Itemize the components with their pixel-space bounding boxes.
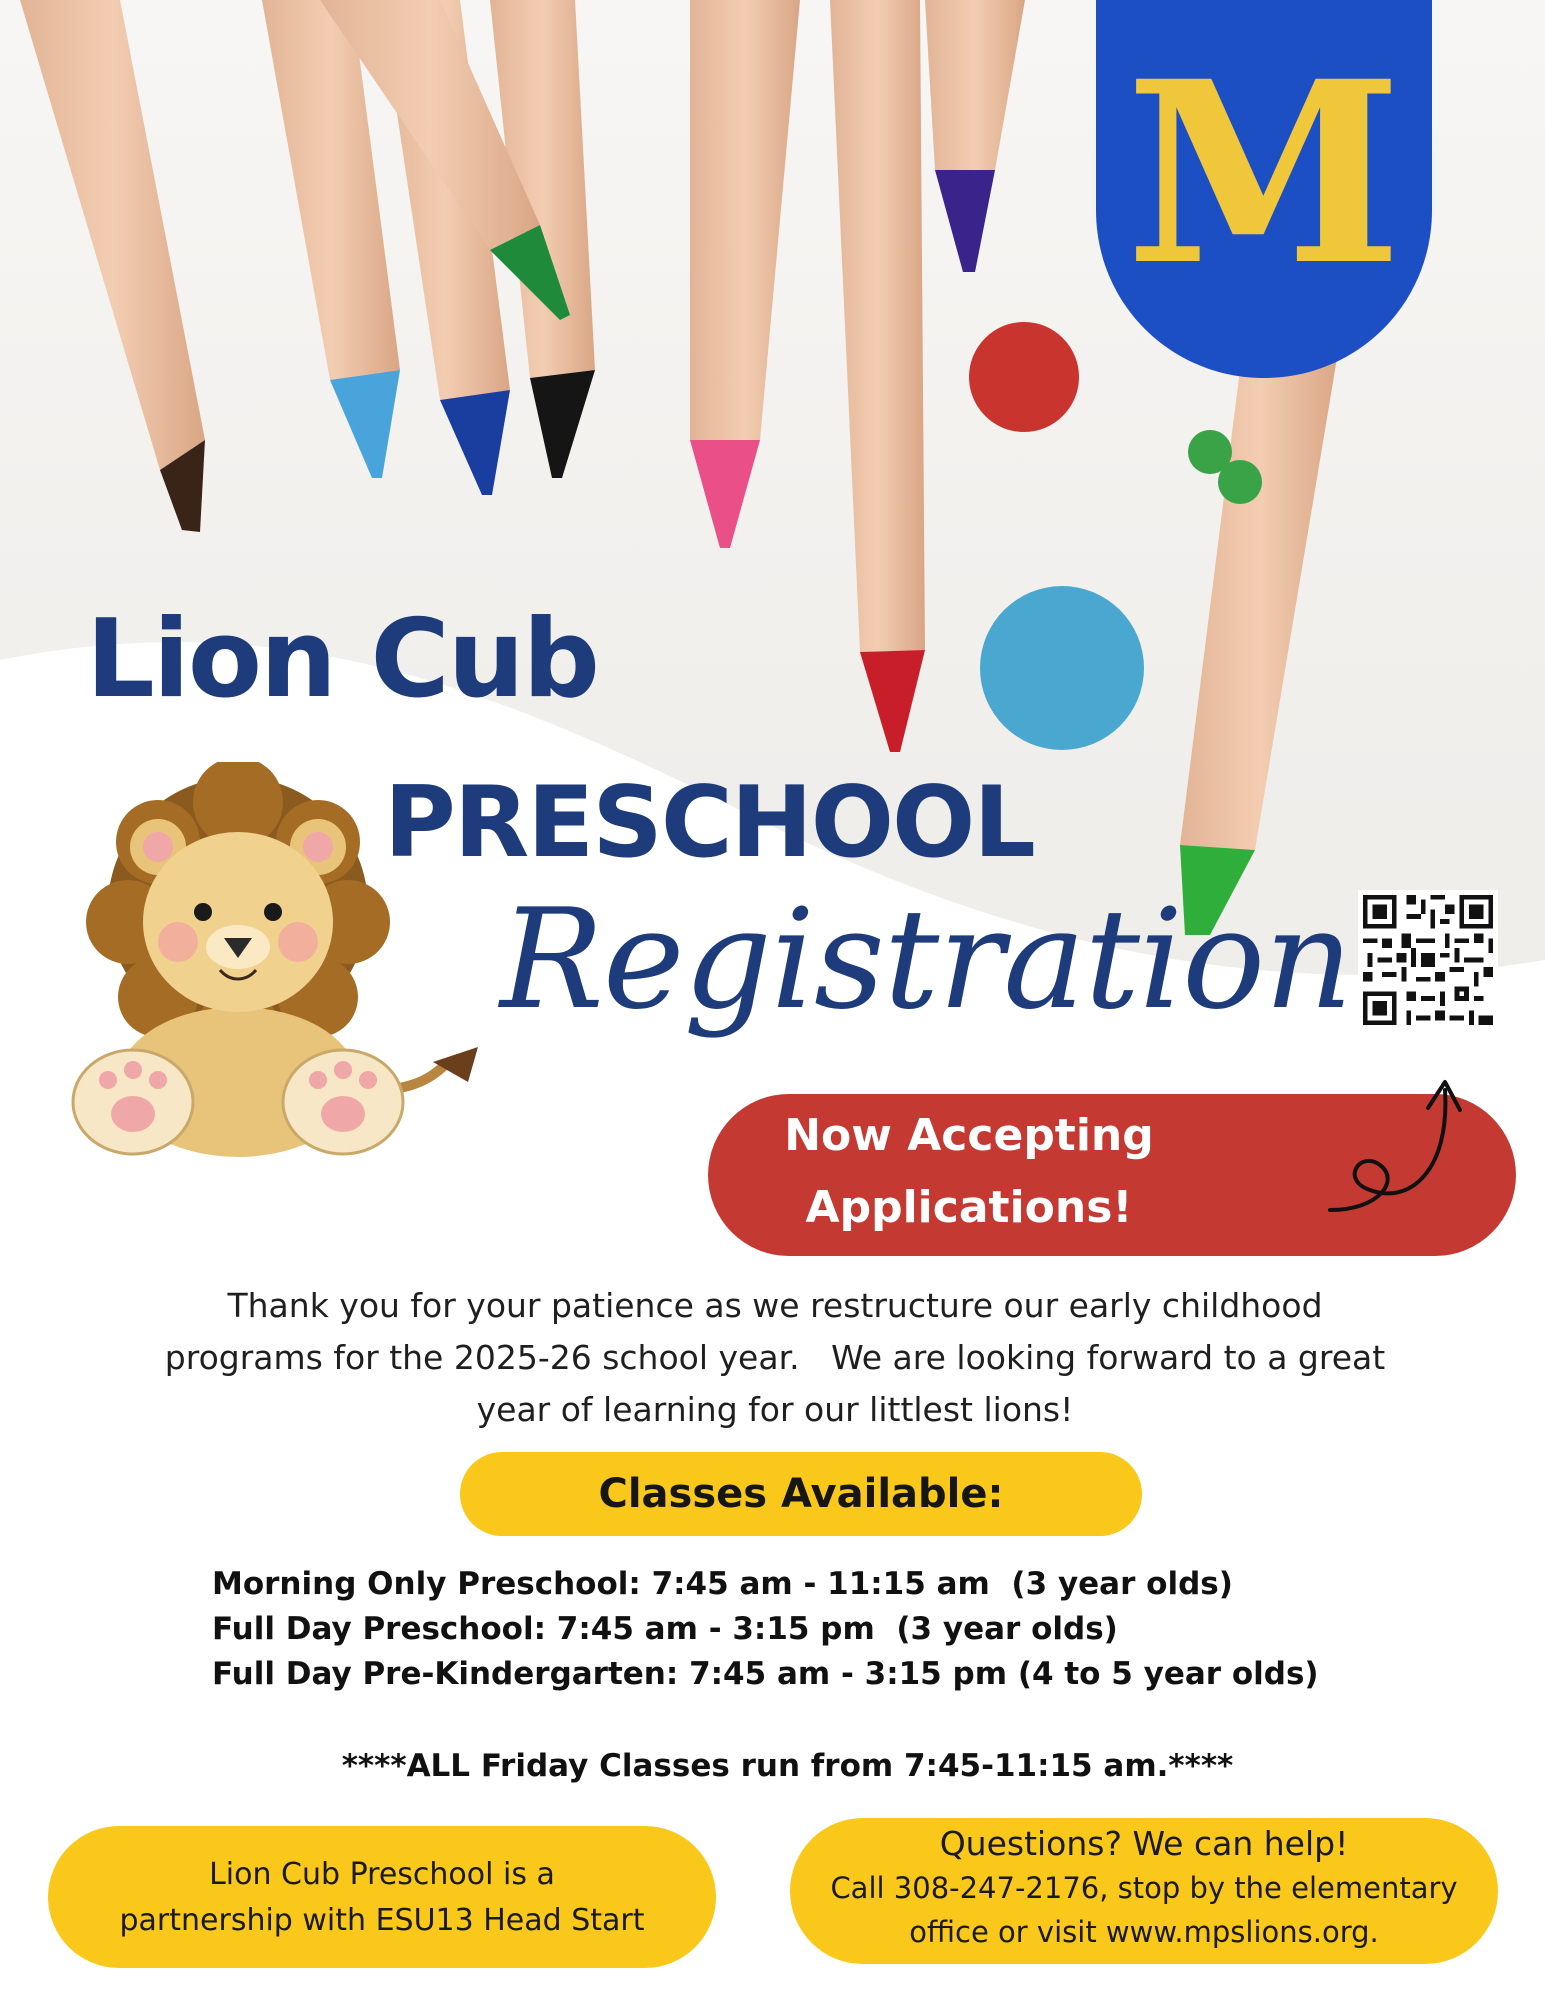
partnership-text [48, 1852, 716, 1944]
red-dot [969, 322, 1079, 432]
class-item-morning: Morning Only Preschool: 7:45 am - 11:15 am (3 year olds) [212, 1566, 1233, 1602]
accepting-line1: Now Accepting [784, 1110, 1154, 1161]
help-text [790, 1822, 1498, 1954]
partner-line1: Lion Cub Preschool is a [209, 1857, 555, 1892]
class-item-pre-k: Full Day Pre-Kindergarten: 7:45 am - 3:15 pm (4 to 5 year olds) [212, 1656, 1319, 1692]
intro-line3: year of learning for our littlest lions! [476, 1390, 1074, 1429]
class-list [212, 1562, 1512, 1697]
logo-letter: M [1125, 26, 1403, 320]
qr-code-icon[interactable] [1358, 890, 1498, 1030]
intro-paragraph [80, 1280, 1470, 1436]
school-logo [1096, 0, 1432, 378]
accepting-line2: Applications! [805, 1182, 1133, 1233]
partner-line2: partnership with ESU13 Head Start [119, 1903, 645, 1938]
help-line1: Questions? We can help! [939, 1824, 1349, 1863]
friday-classes-note: ****ALL Friday Classes run from 7:45-11:15 am.**** [341, 1748, 1234, 1784]
accepting-applications-text [708, 1100, 1230, 1244]
intro-line2: programs for the 2025-26 school year. We are looking forward to a great [164, 1338, 1386, 1377]
green-dot-2 [1218, 460, 1262, 504]
class-item-full-day-preschool: Full Day Preschool: 7:45 am - 3:15 pm (3 year olds) [212, 1611, 1118, 1647]
pencil-brown [20, 0, 205, 532]
intro-line1: Thank you for your patience as we restructure our early childhood [227, 1286, 1323, 1325]
classes-heading: Classes Available: [598, 1471, 1004, 1517]
pencil-green-right [1180, 330, 1340, 935]
help-line2: Call 308-247-2176, stop by the elementary [830, 1871, 1458, 1905]
title-registration: Registration [500, 879, 1353, 1040]
curly-arrow-icon [1320, 1050, 1480, 1230]
pencil-pink [690, 0, 800, 548]
blue-dot [980, 586, 1144, 750]
lion-cub-illustration [48, 762, 478, 1162]
pencil-purple [925, 0, 1025, 272]
title-preschool: PRESCHOOL [384, 766, 1034, 880]
pencil-red [830, 0, 925, 752]
title-lion-cub: Lion Cub [86, 597, 598, 722]
help-line3[interactable]: office or visit www.mpslions.org. [909, 1915, 1379, 1949]
